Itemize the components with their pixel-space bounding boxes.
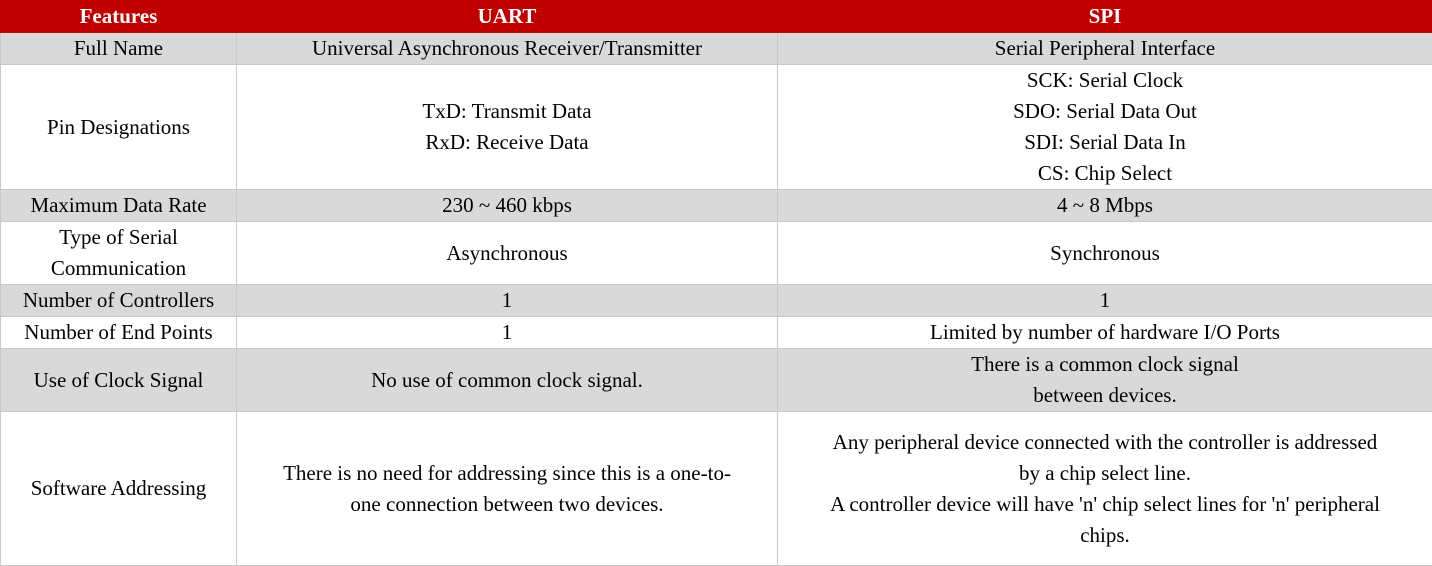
cell-line: 4 ~ 8 Mbps bbox=[782, 190, 1428, 221]
cell-line: There is no need for addressing since this is a one-to- bbox=[241, 458, 773, 489]
cell-line: No use of common clock signal. bbox=[241, 365, 773, 396]
cell-line: one connection between two devices. bbox=[241, 489, 773, 520]
cell-line: TxD: Transmit Data bbox=[241, 96, 773, 127]
spi-cell bbox=[778, 412, 1432, 566]
uart-cell bbox=[237, 190, 778, 222]
cell-line: Asynchronous bbox=[241, 238, 773, 269]
table-row bbox=[1, 412, 1432, 566]
spi-cell bbox=[778, 190, 1432, 222]
cell-line: chips. bbox=[782, 520, 1428, 551]
cell-line: 230 ~ 460 kbps bbox=[241, 190, 773, 221]
spi-cell bbox=[778, 222, 1432, 285]
table-row bbox=[1, 190, 1432, 222]
cell-line: CS: Chip Select bbox=[782, 158, 1428, 189]
table-row bbox=[1, 222, 1432, 285]
feature-cell: Type of Serial Communication bbox=[1, 222, 237, 285]
uart-cell bbox=[237, 317, 778, 349]
feature-cell: Software Addressing bbox=[1, 412, 237, 566]
spi-cell bbox=[778, 33, 1432, 65]
cell-line: A controller device will have 'n' chip select lines for 'n' peripheral bbox=[782, 489, 1428, 520]
uart-cell bbox=[237, 65, 778, 190]
table-row bbox=[1, 317, 1432, 349]
cell-line: Synchronous bbox=[782, 238, 1428, 269]
uart-cell bbox=[237, 285, 778, 317]
spi-cell bbox=[778, 317, 1432, 349]
cell-line: RxD: Receive Data bbox=[241, 127, 773, 158]
feature-cell: Pin Designations bbox=[1, 65, 237, 190]
cell-line: SDO: Serial Data Out bbox=[782, 96, 1428, 127]
spi-cell bbox=[778, 65, 1432, 190]
feature-cell: Maximum Data Rate bbox=[1, 190, 237, 222]
table-row bbox=[1, 65, 1432, 190]
table-row bbox=[1, 285, 1432, 317]
cell-line: Universal Asynchronous Receiver/Transmitter bbox=[241, 33, 773, 64]
table-row bbox=[1, 33, 1432, 65]
header-uart: UART bbox=[237, 1, 778, 33]
uart-cell bbox=[237, 33, 778, 65]
header-features: Features bbox=[1, 1, 237, 33]
cell-line: SCK: Serial Clock bbox=[782, 65, 1428, 96]
cell-line: 1 bbox=[241, 317, 773, 348]
header-row bbox=[1, 1, 1432, 33]
cell-line: SDI: Serial Data In bbox=[782, 127, 1428, 158]
cell-line: by a chip select line. bbox=[782, 458, 1428, 489]
header-spi: SPI bbox=[778, 1, 1432, 33]
feature-cell: Full Name bbox=[1, 33, 237, 65]
feature-cell: Number of Controllers bbox=[1, 285, 237, 317]
cell-line: 1 bbox=[782, 285, 1428, 316]
uart-cell bbox=[237, 412, 778, 566]
cell-line: 1 bbox=[241, 285, 773, 316]
uart-cell bbox=[237, 222, 778, 285]
cell-line: Serial Peripheral Interface bbox=[782, 33, 1428, 64]
spi-cell bbox=[778, 285, 1432, 317]
cell-line: There is a common clock signal bbox=[782, 349, 1428, 380]
cell-line: Any peripheral device connected with the controller is addressed bbox=[782, 427, 1428, 458]
table-row bbox=[1, 349, 1432, 412]
spi-cell bbox=[778, 349, 1432, 412]
feature-cell: Number of End Points bbox=[1, 317, 237, 349]
cell-line: Limited by number of hardware I/O Ports bbox=[782, 317, 1428, 348]
feature-cell: Use of Clock Signal bbox=[1, 349, 237, 412]
cell-line: between devices. bbox=[782, 380, 1428, 411]
uart-cell bbox=[237, 349, 778, 412]
